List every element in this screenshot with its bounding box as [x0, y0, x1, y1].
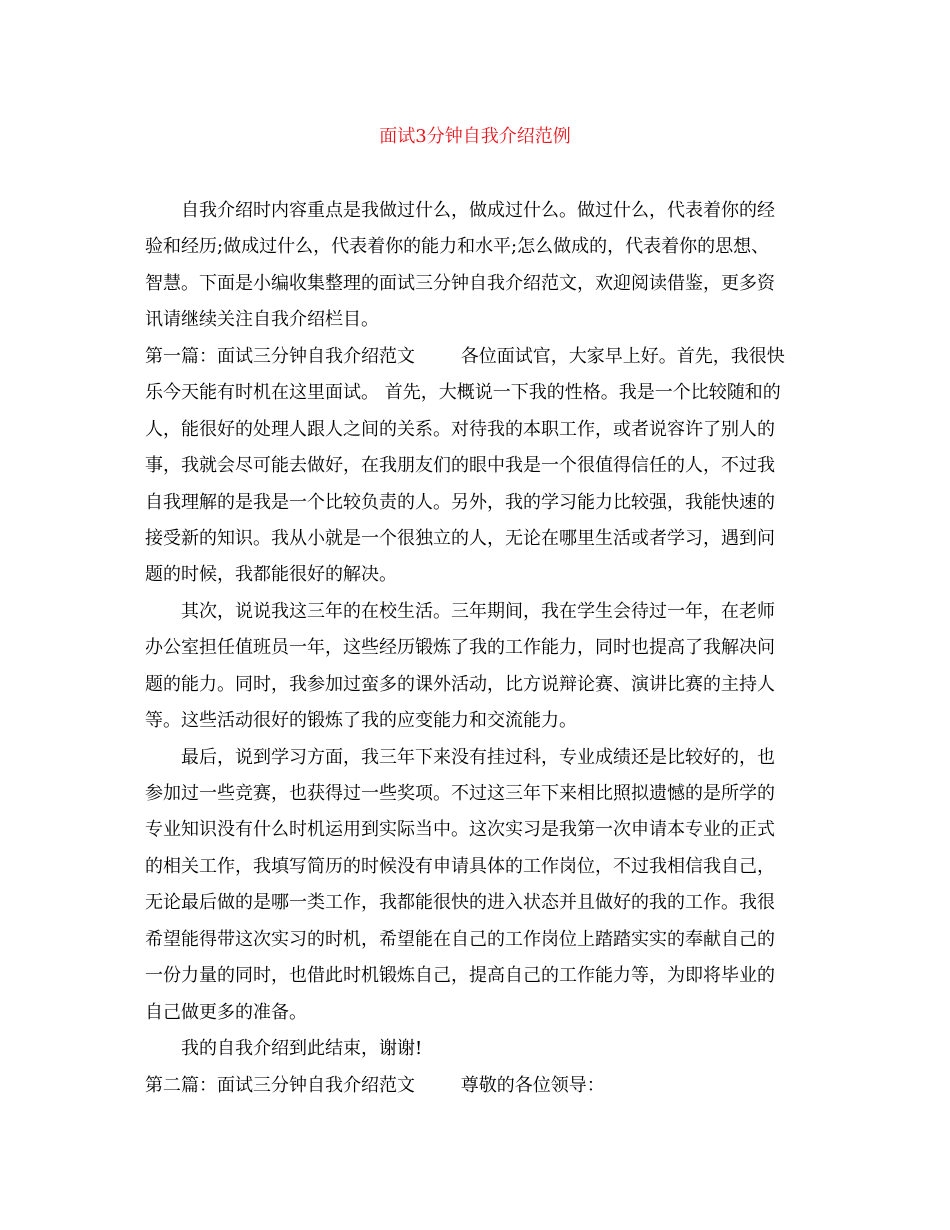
text-line: 智慧。下面是小编收集整理的面试三分钟自我介绍范文，欢迎阅读借鉴，更多资 [145, 272, 775, 294]
text-line: 题的时候，我都能很好的解决。 [145, 564, 397, 586]
text-line: 讯请继续关注自我介绍栏目。 [145, 309, 379, 331]
text-line: 希望能得带这次实习的时机，希望能在自己的工作岗位上踏踏实实的奉献自己的 [145, 928, 775, 950]
text-line: 第一篇：面试三分钟自我介绍范文 各位面试官，大家早上好。首先，我很快 [145, 345, 785, 367]
text-line: 等。这些活动很好的锻炼了我的应变能力和交流能力。 [145, 710, 577, 732]
document-body [145, 193, 810, 1104]
text-line: 接受新的知识。我从小就是一个很独立的人，无论在哪里生活或者学习，遇到问 [145, 527, 775, 549]
text-line: 自我介绍时内容重点是我做过什么，做成过什么。做过什么，代表着你的经 [181, 200, 775, 221]
document-title: 面试3分钟自我介绍范例 [379, 126, 571, 147]
text-line: 自己做更多的准备。 [145, 1001, 307, 1023]
text-line: 我的自我介绍到此结束，谢谢! [181, 1038, 423, 1060]
text-line: 的相关工作，我填写简历的时候没有申请具体的工作岗位，不过我相信我自己， [145, 855, 775, 877]
text-line: 题的能力。同时，我参加过蛮多的课外活动，比方说辩论赛、演讲比赛的主持人 [145, 673, 775, 695]
text-line: 办公室担任值班员一年，这些经历锻炼了我的工作能力，同时也提高了我解决问 [145, 637, 775, 659]
text-line: 验和经历;做成过什么，代表着你的能力和水平;怎么做成的，代表着你的思想、 [145, 236, 770, 258]
text-line: 一份力量的同时，也借此时机锻炼自己，提高自己的工作能力等，为即将毕业的 [145, 965, 775, 987]
text-line: 事，我就会尽可能去做好，在我朋友们的眼中我是一个很值得信任的人，不过我 [145, 455, 775, 477]
text-line: 最后，说到学习方面，我三年下来没有挂过科，专业成绩还是比较好的，也 [181, 746, 775, 768]
text-line: 第二篇：面试三分钟自我介绍范文 尊敬的各位领导： [145, 1074, 605, 1096]
text-line: 自我理解的是我是一个比较负责的人。另外，我的学习能力比较强，我能快速的 [145, 491, 775, 513]
text-line: 专业知识没有什么时机运用到实际当中。这次实习是我第一次申请本专业的正式 [145, 819, 775, 841]
text-line: 无论最后做的是哪一类工作，我都能很快的进入状态并且做好的我的工作。我很 [145, 892, 775, 914]
text-line: 乐今天能有时机在这里面试。 首先，大概说一下我的性格。我是一个比较随和的 [145, 382, 781, 404]
text-line: 人，能很好的处理人跟人之间的关系。对待我的本职工作，或者说容许了别人的 [145, 418, 775, 440]
text-line: 参加过一些竞赛，也获得过一些奖项。不过这三年下来相比照拟遗憾的是所学的 [145, 783, 775, 804]
text-line: 其次，说说我这三年的在校生活。三年期间，我在学生会待过一年，在老师 [181, 600, 775, 622]
